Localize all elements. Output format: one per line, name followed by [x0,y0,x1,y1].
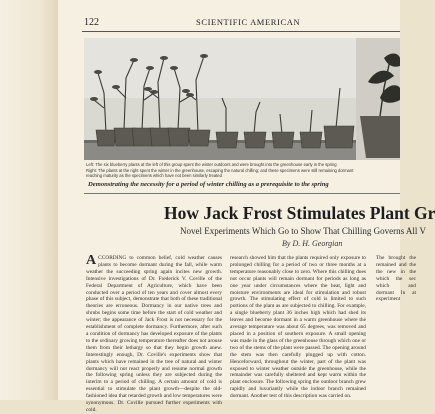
plant-photograph [84,38,400,160]
column-2-text: research showed him that the plants required only exposure to prolonged chilling for a period of two or three months at a temperature reasonably close to zero. Where this chilling does not occur plants will remain dormant for periods as long as one year under circumstances where the heat, light and moisture environments are ideal for stimulation and robust growth. The stimulating effect of cold is limited to such portions of the plant as are subjected to chilling. For example, a single blueberry plant 36 inches high which had shed its leaves and become dormant in a warm greenhouse where the average temperature was about 65 degrees, was removed and placed in a position of southern exposure. A small opening was made in the glass of the greenhouse through which one or two of the stems of the plant were passed. The opening around the stem was then carefully plugged up with cotton. Henceforward, throughout the winter, part of the plant was exposed to winter weather outside the greenhouse, while the remainder was carefully sheltered and kept warm within the plant enclosure. The following spring the outdoor branch grew rapidly and luxuriantly while the indoor branch remained dormant. Another test of this description was carried on. [230,255,366,400]
article-column-3 [376,255,416,400]
article-title: How Jack Frost Stimulates Plant Gr [164,203,435,223]
caption-line: Left: The six blueberry plants at the left of this group spent the winter outdoors and were brought into the greenhouse early in the spring [86,162,337,167]
photo-caption [86,162,400,179]
page-header [58,17,400,29]
page-number: 122 [84,17,99,28]
article-column-1 [86,253,222,413]
column-3-text: The brought the remained and the the new in the which the sec which and dormant In at experiment [376,255,416,303]
article-column-2 [230,255,366,400]
column-1-text: CCORDING to common belief, cold weather causes plants to become dormant during the fall, while warm weather the succeeding spring again incites new growth. Intensive investigations of Dr. Frederick V. Coville of the Federal Department of Agriculture, which have been conducted over a period of ten years and cover almost every phase of this subject, demonstrate that both of these traditional theories are erroneous. Dormancy in our native trees and shrubs begins some time before the start of cold weather and winter; the appearance of Jack Frost is not necessary for the establishment of complete dormancy. Furthermore, after such a condition of dormancy has developed exposure of the plants to the ordinary growing temperature thereafter does not arouse them from their lethargy so that they begin growth anew. Interestingly enough, Dr. Coville's experiments show that plants which have remained in the tree of natural and winter dormancy will not react properly and resume normal growth the following spring unless they are subjected during the interim to a period of chilling. A certain amount of cold is essential to stimulate the plant growth—despite the old-fashioned idea that retarded growth and low temperatures were synonymous. Dr. Coville pursued further experiments with cold. [86,255,222,413]
article-byline: By D. H. Georgian [282,239,343,248]
facing-page-edge [0,0,58,400]
magazine-name: SCIENTIFIC AMERICAN [196,17,301,27]
header-rule [82,31,400,32]
magazine-page [58,0,435,413]
plant-photo-illustration [84,38,400,160]
drop-cap: A [86,253,97,268]
caption-line: reaching maturity as the specimens which have not been similarly treated [86,173,222,179]
title-rule [84,193,400,194]
article-subtitle: Novel Experiments Which Go to Show That Chilling Governs All V [180,226,426,236]
caption-line: Right: The plants at the right spent the winter in the greenhouse, escaping the natural chilling; and these specimens were still remaining dormant [86,167,354,173]
figure-subcaption: Demonstrating the necessity for a period of winter chilling as a prerequisite to the spring [88,181,329,188]
